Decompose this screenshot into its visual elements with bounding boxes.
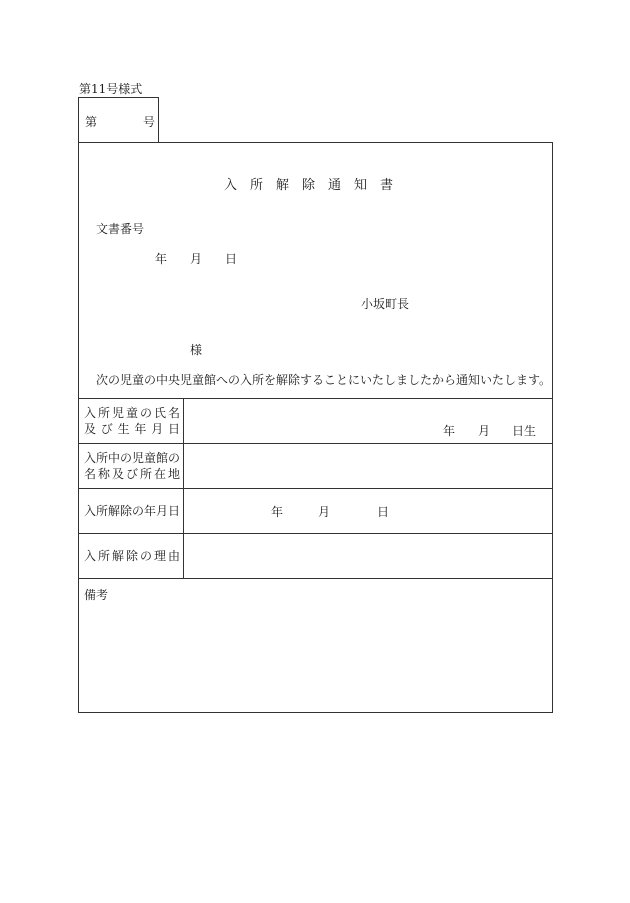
row-facility-label-line1: 入所中の児童館の xyxy=(84,451,181,465)
table-line-2 xyxy=(78,443,553,444)
table-line-5 xyxy=(78,578,553,579)
row-cancel-year: 年 xyxy=(271,505,284,519)
row-reason-label xyxy=(84,548,180,564)
sender-name: 小坂町長 xyxy=(361,297,410,311)
addressee-suffix: 様 xyxy=(190,343,203,357)
row-child-label-line2: 及び生年月日 xyxy=(84,422,180,436)
form-number: 第11号様式 xyxy=(79,82,143,96)
row-facility-label-line2: 名称及び所在地 xyxy=(84,467,180,481)
row-facility-label xyxy=(84,450,180,482)
remarks-label: 備考 xyxy=(84,588,109,602)
number-box-dai: 第 xyxy=(85,115,98,129)
row-cancel-month: 月 xyxy=(318,505,331,519)
row-cancel-day: 日 xyxy=(377,505,390,519)
issue-date-month: 月 xyxy=(190,252,203,266)
row-child-label xyxy=(84,405,180,437)
row-child-month: 月 xyxy=(478,424,491,438)
row-reason-label-text: 入所解除の理由 xyxy=(84,549,180,563)
row-child-label-line1: 入所児童の氏名 xyxy=(84,406,180,420)
doc-number-label: 文書番号 xyxy=(96,222,145,236)
table-top-line xyxy=(78,398,553,399)
table-line-3 xyxy=(78,488,553,489)
row-cancel-date-label-text: 入所解除の年月日 xyxy=(84,504,181,518)
number-box-go: 号 xyxy=(143,115,156,129)
issue-date-year: 年 xyxy=(155,252,168,266)
notice-body-text: 次の児童の中央児童館への入所を解除することにいたしましたから通知いたします。 xyxy=(96,373,552,387)
table-column-divider xyxy=(183,398,184,578)
row-child-year: 年 xyxy=(443,424,456,438)
row-cancel-date-label xyxy=(84,503,180,519)
table-line-4 xyxy=(78,533,553,534)
document-title: 入所解除通知書 xyxy=(223,178,406,193)
issue-date-day: 日 xyxy=(225,252,238,266)
row-child-birth-day: 日生 xyxy=(512,424,537,438)
document-number-box xyxy=(78,97,159,142)
